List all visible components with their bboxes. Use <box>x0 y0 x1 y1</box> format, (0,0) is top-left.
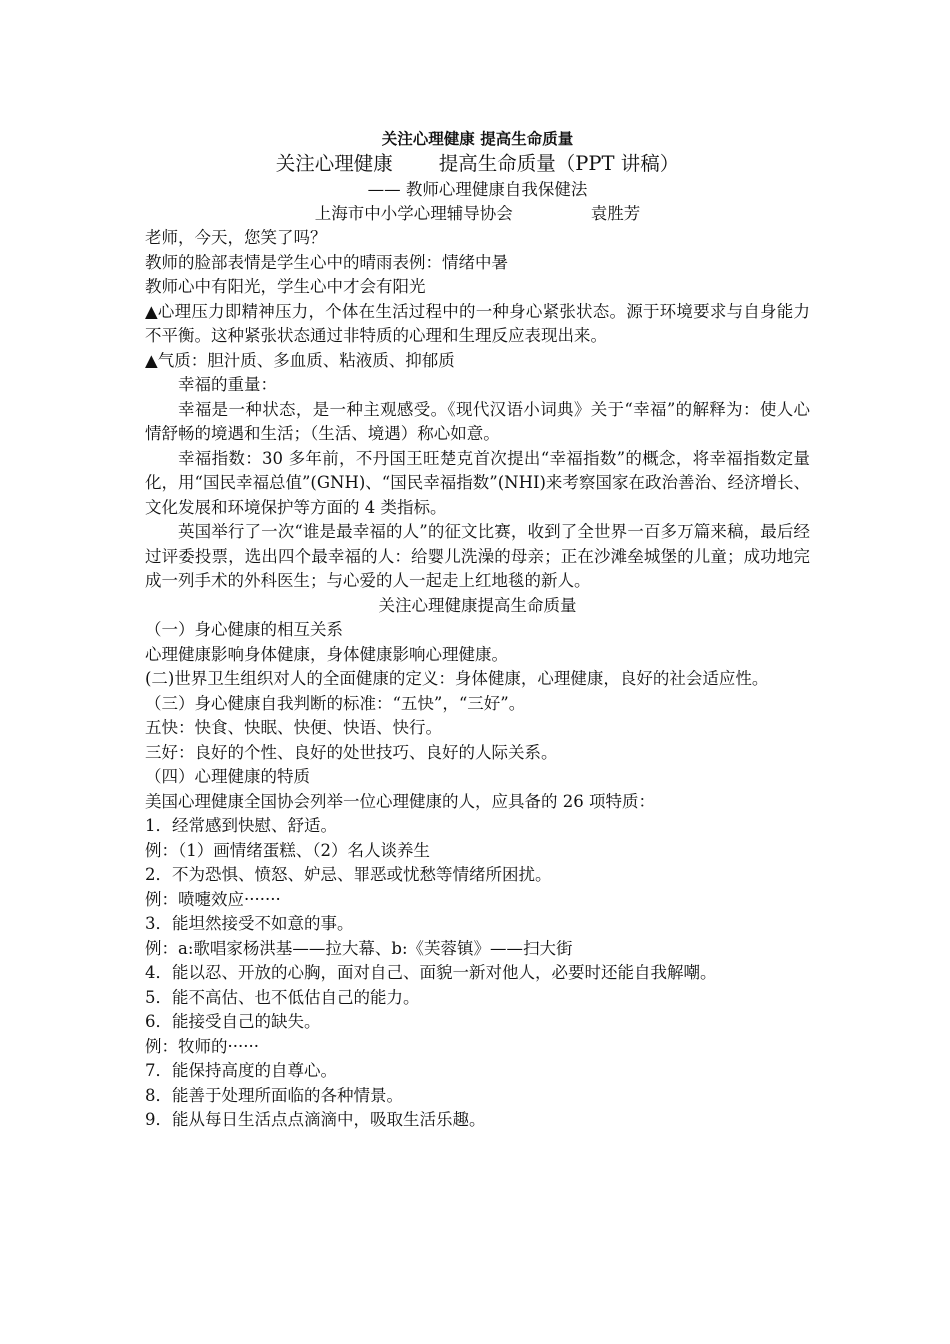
list-item: 例：牧师的······ <box>145 1036 259 1056</box>
paragraph: ▲气质：胆汁质、多血质、粘液质、抑郁质 <box>145 350 455 370</box>
author-organization: 上海市中小学心理辅导协会 <box>314 204 513 223</box>
paragraph: 三好：良好的个性、良好的处世技巧、良好的人际关系。 <box>145 742 558 762</box>
paragraph: 教师心中有阳光，学生心中才会有阳光 <box>145 277 426 296</box>
paragraph: 教师的脸部表情是学生心中的晴雨表例：情绪中暑 <box>145 252 508 272</box>
list-item: 8．能善于处理所面临的各种情景。 <box>145 1085 403 1105</box>
author-line <box>145 202 810 226</box>
list-item: 例：a:歌唱家杨洪基——拉大幕、b:《芙蓉镇》——扫大街 <box>145 938 573 958</box>
paragraph: 老师，今天，您笑了吗？ <box>145 228 327 247</box>
title-main-right: 提高生命质量（PPT 讲稿） <box>438 152 680 175</box>
paragraph: 美国心理健康全国协会列举一位心理健康的人，应具备的 26 项特质： <box>145 791 655 811</box>
paragraph: 幸福指数：30 多年前，不丹国王旺楚克首次提出“幸福指数”的概念，将幸福指数定量化，用“国民幸福总值”(GNH)、“国民幸福指数”(NHI)来考察国家在政治善治、经济增长、文化发展和环境保护等方面的 4 类指标。 <box>145 448 810 517</box>
list-item: 5．能不高估、也不低估自己的能力。 <box>145 987 420 1007</box>
paragraph: 心理健康影响身体健康，身体健康影响心理健康。 <box>145 644 508 664</box>
list-item: 1．经常感到快慰、舒适。 <box>145 816 337 835</box>
list-item: 4．能以忍、开放的心胸，面对自己、面貌一新对他人，必要时还能自我解嘲。 <box>145 963 717 982</box>
list-item: 3．能坦然接受不如意的事。 <box>145 914 354 933</box>
author-name: 袁胜芳 <box>590 204 641 223</box>
document-subtitle: —— 教师心理健康自我保健法 <box>367 180 588 199</box>
list-item: 9．能从每日生活点点滴滴中，吸取生活乐趣。 <box>145 1110 486 1129</box>
title-main-left: 关注心理健康 <box>275 152 393 175</box>
paragraph: ▲心理压力即精神压力，个体在生活过程中的一种身心紧张状态。源于环境要求与自身能力不平衡。这种紧张状态通过非特质的心理和生理反应表现出来。 <box>145 301 810 345</box>
section-item: （一）身心健康的相互关系 <box>145 620 343 639</box>
list-item: 例：（1）画情绪蛋糕、（2）名人谈养生 <box>145 840 430 860</box>
document-title-main <box>145 150 810 178</box>
section-item: （四）心理健康的特质 <box>145 767 310 786</box>
document-content <box>145 128 810 1133</box>
section-item: (二)世界卫生组织对人的全面健康的定义：身体健康，心理健康，良好的社会适应性。 <box>145 669 769 688</box>
section-heading: 关注心理健康提高生命质量 <box>378 595 577 615</box>
list-item: 2．不为恐惧、愤怒、妒忌、罪恶或忧愁等情绪所困扰。 <box>145 865 552 884</box>
section-item: （三）身心健康自我判断的标准：“五快”，“三好”。 <box>145 693 526 713</box>
paragraph: 幸福的重量： <box>178 375 277 394</box>
document-title-bold: 关注心理健康 提高生命质量 <box>381 130 574 148</box>
list-item: 例：喷嚏效应······· <box>145 889 281 909</box>
list-item: 6．能接受自己的缺失。 <box>145 1012 321 1031</box>
paragraph: 五快：快食、快眠、快便、快语、快行。 <box>145 718 442 737</box>
paragraph: 幸福是一种状态，是一种主观感受。《现代汉语小词典》关于“幸福”的解释为：使人心情舒畅的境遇和生活；（生活、境遇）称心如意。 <box>145 399 810 443</box>
list-item: 7．能保持高度的自尊心。 <box>145 1061 337 1080</box>
paragraph: 英国举行了一次“谁是最幸福的人”的征文比赛，收到了全世界一百多万篇来稿，最后经过评委投票，选出四个最幸福的人：给婴儿洗澡的母亲；正在沙滩垒城堡的儿童；成功地完成一列手术的外科医生；与心爱的人一起走上红地毯的新人。 <box>145 522 810 590</box>
